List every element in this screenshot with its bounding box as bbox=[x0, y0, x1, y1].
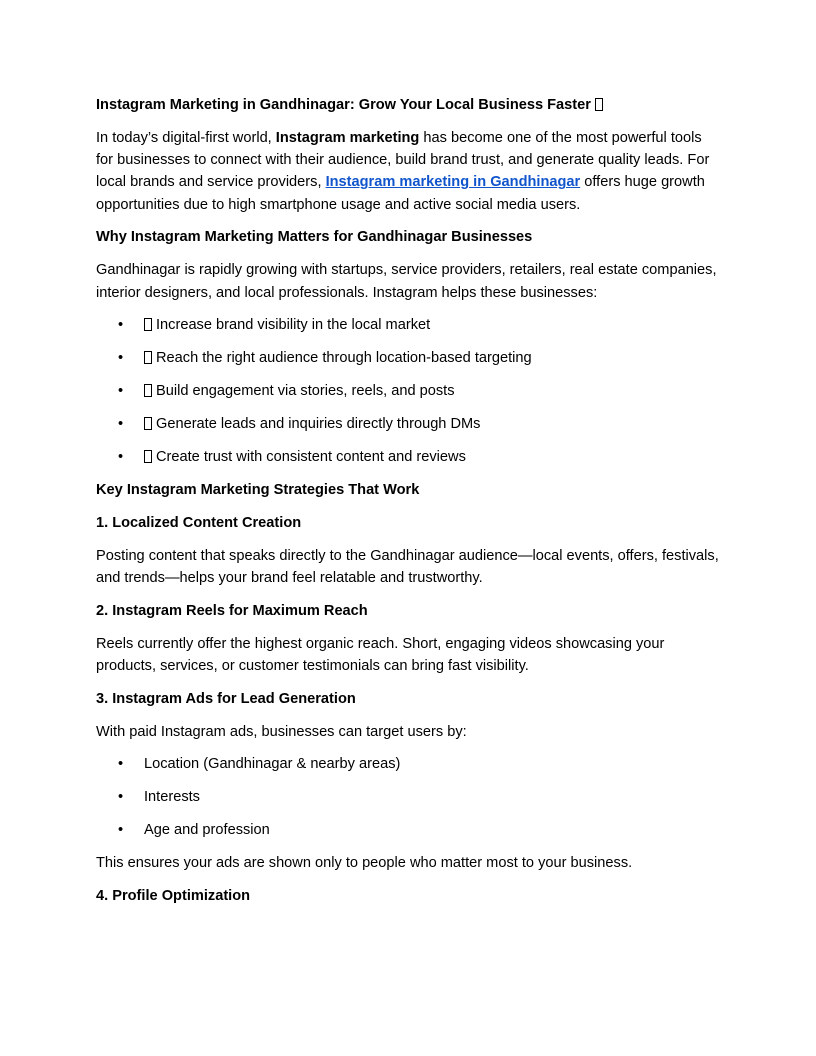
list-item: • Reach the right audience through location-based targeting bbox=[96, 347, 720, 369]
document-title: Instagram Marketing in Gandhinagar: Grow Your Local Business Faster bbox=[96, 94, 720, 116]
list-item: • Location (Gandhinagar & nearby areas) bbox=[96, 753, 720, 775]
strategies-heading: Key Instagram Marketing Strategies That Work bbox=[96, 482, 420, 499]
benefits-list bbox=[96, 314, 720, 468]
strategy-2-heading: 2. Instagram Reels for Maximum Reach bbox=[96, 602, 368, 619]
strategy-3-heading: 3. Instagram Ads for Lead Generation bbox=[96, 690, 356, 707]
bullet-icon: • bbox=[118, 789, 124, 806]
strategy-3-conclusion: This ensures your ads are shown only to people who matter most to your business. bbox=[96, 855, 633, 872]
list-item: • Age and profession bbox=[96, 819, 720, 841]
bullet-icon: • bbox=[118, 350, 124, 367]
targeting-list bbox=[96, 753, 720, 841]
document-page bbox=[96, 94, 720, 918]
bullet-icon: • bbox=[118, 822, 124, 839]
why-heading: Why Instagram Marketing Matters for Gandhinagar Businesses bbox=[96, 229, 533, 246]
strategy-2-text: Reels currently offer the highest organic reach. Short, engaging videos showcasing your products, services, or customer testimonials can bring fast visibility. bbox=[96, 635, 665, 675]
bullet-icon: • bbox=[118, 416, 124, 433]
bullet-icon: • bbox=[118, 449, 124, 466]
missing-glyph-icon bbox=[144, 450, 152, 463]
list-item: • Create trust with consistent content and reviews bbox=[96, 446, 720, 468]
strategy-4-heading: 4. Profile Optimization bbox=[96, 888, 251, 905]
missing-glyph-icon bbox=[144, 384, 152, 397]
bullet-icon: • bbox=[118, 317, 124, 334]
list-item: • Increase brand visibility in the local market bbox=[96, 314, 720, 336]
list-item: • Build engagement via stories, reels, and posts bbox=[96, 380, 720, 402]
missing-glyph-icon bbox=[144, 318, 152, 331]
why-paragraph: Gandhinagar is rapidly growing with startups, service providers, retailers, real estate companies, interior designers, and local professionals. Instagram helps these businesses: bbox=[96, 262, 717, 301]
strategy-1-heading: 1. Localized Content Creation bbox=[96, 515, 302, 532]
bold-phrase: Instagram marketing bbox=[275, 129, 420, 146]
missing-glyph-icon bbox=[144, 351, 152, 364]
list-item: • Generate leads and inquiries directly through DMs bbox=[96, 413, 720, 435]
missing-glyph-icon bbox=[595, 98, 603, 111]
intro-paragraph: In today’s digital-first world, Instagram marketing has become one of the most powerful tools for businesses to connect with their audience, build brand trust, and generate quality leads. For local brands and service providers, Instagram marketing in Gandhinagar offers huge growth opportunities due to high smartphone usage and active social media users. bbox=[96, 129, 710, 213]
list-item: • Interests bbox=[96, 786, 720, 808]
strategy-1-text: Posting content that speaks directly to the Gandhinagar audience—local events, offers, festivals, and trends—helps your brand feel relatable and trustworthy. bbox=[96, 547, 719, 587]
strategy-3-text: With paid Instagram ads, businesses can target users by: bbox=[96, 723, 467, 740]
gandhinagar-link[interactable]: Instagram marketing in Gandhinagar bbox=[325, 174, 581, 191]
missing-glyph-icon bbox=[144, 417, 152, 430]
bullet-icon: • bbox=[118, 383, 124, 400]
bullet-icon: • bbox=[118, 756, 124, 773]
